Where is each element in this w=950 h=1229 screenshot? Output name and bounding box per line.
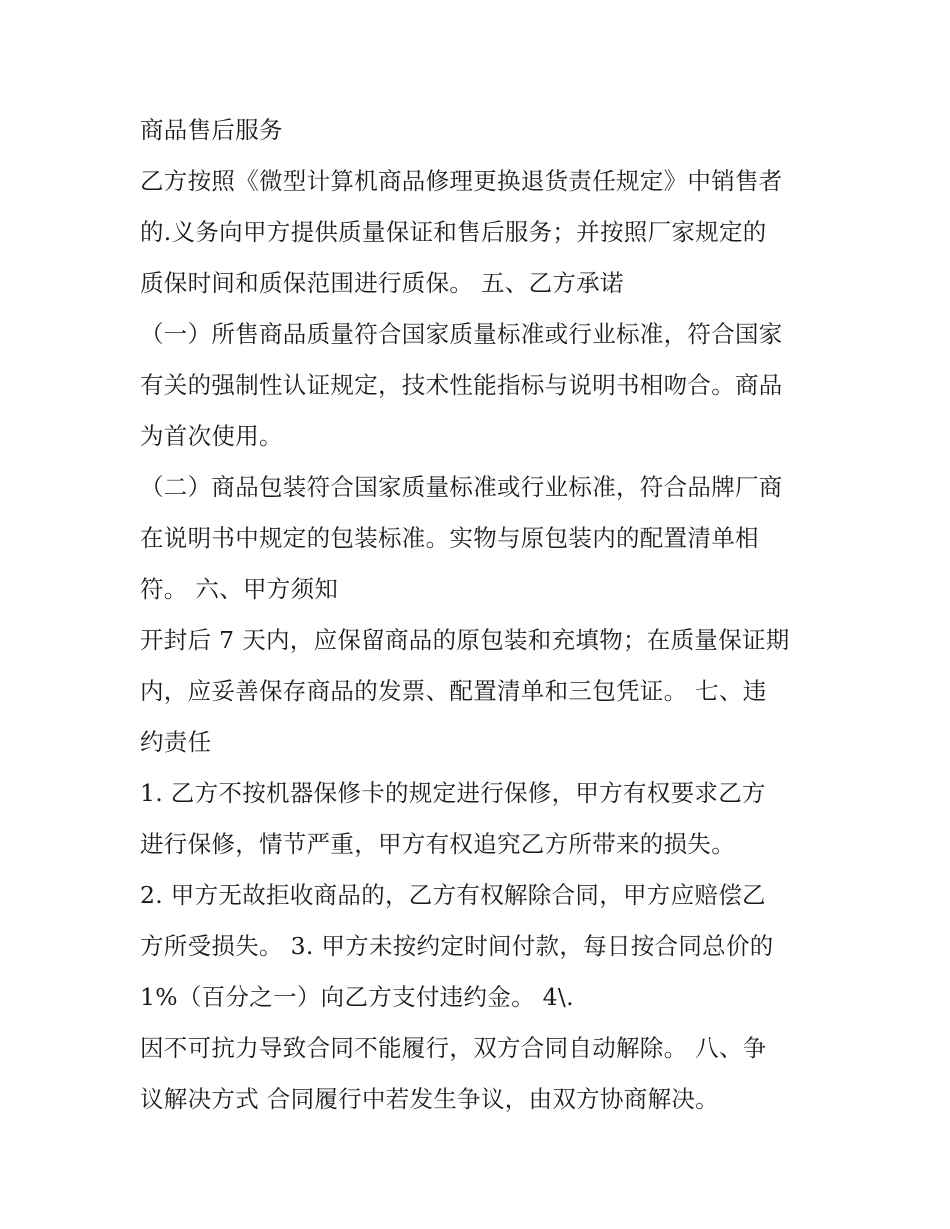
text-line: 因不可抗力导致合同不能履行，双方合同自动解除。 八、争	[140, 1034, 767, 1062]
text-line: 开封后 7 天内，应保留商品的原包装和充填物；在质量保证期	[140, 626, 790, 654]
text-line: 2. 甲方无故拒收商品的，乙方有权解除合同，甲方应赔偿乙	[140, 881, 766, 909]
text-line: 1%（百分之一）向乙方支付违约金。 4\.	[140, 983, 574, 1011]
text-line: 商品售后服务	[140, 116, 283, 144]
text-line: 质保时间和质保范围进行质保。 五、乙方承诺	[140, 269, 624, 297]
text-line: 1. 乙方不按机器保修卡的规定进行保修，甲方有权要求乙方	[140, 779, 766, 807]
text-line: （一）所售商品质量符合国家质量标准或行业标准，符合国家	[140, 320, 783, 348]
text-line: 内，应妥善保存商品的发票、配置清单和三包凭证。 七、违	[140, 677, 767, 705]
text-line: 的.义务向甲方提供质量保证和售后服务；并按照厂家规定的	[140, 218, 767, 246]
document-body	[140, 105, 840, 1125]
text-line: 为首次使用。	[140, 422, 283, 450]
text-line: 乙方按照《微型计算机商品修理更换退货责任规定》中销售者	[140, 167, 783, 195]
text-line: 进行保修，情节严重，甲方有权追究乙方所带来的损失。	[140, 830, 735, 858]
text-line: 约责任	[140, 728, 212, 756]
text-line: （二）商品包装符合国家质量标准或行业标准，符合品牌厂商	[140, 473, 783, 501]
text-line: 有关的强制性认证规定，技术性能指标与说明书相吻合。商品	[140, 371, 783, 399]
text-line: 议解决方式 合同履行中若发生争议，由双方协商解决。	[140, 1085, 719, 1113]
text-line: 符。 六、甲方须知	[140, 575, 339, 603]
text-line: 在说明书中规定的包装标准。实物与原包装内的配置清单相	[140, 524, 759, 552]
text-line: 方所受损失。 3. 甲方未按约定时间付款，每日按合同总价的	[140, 932, 774, 960]
